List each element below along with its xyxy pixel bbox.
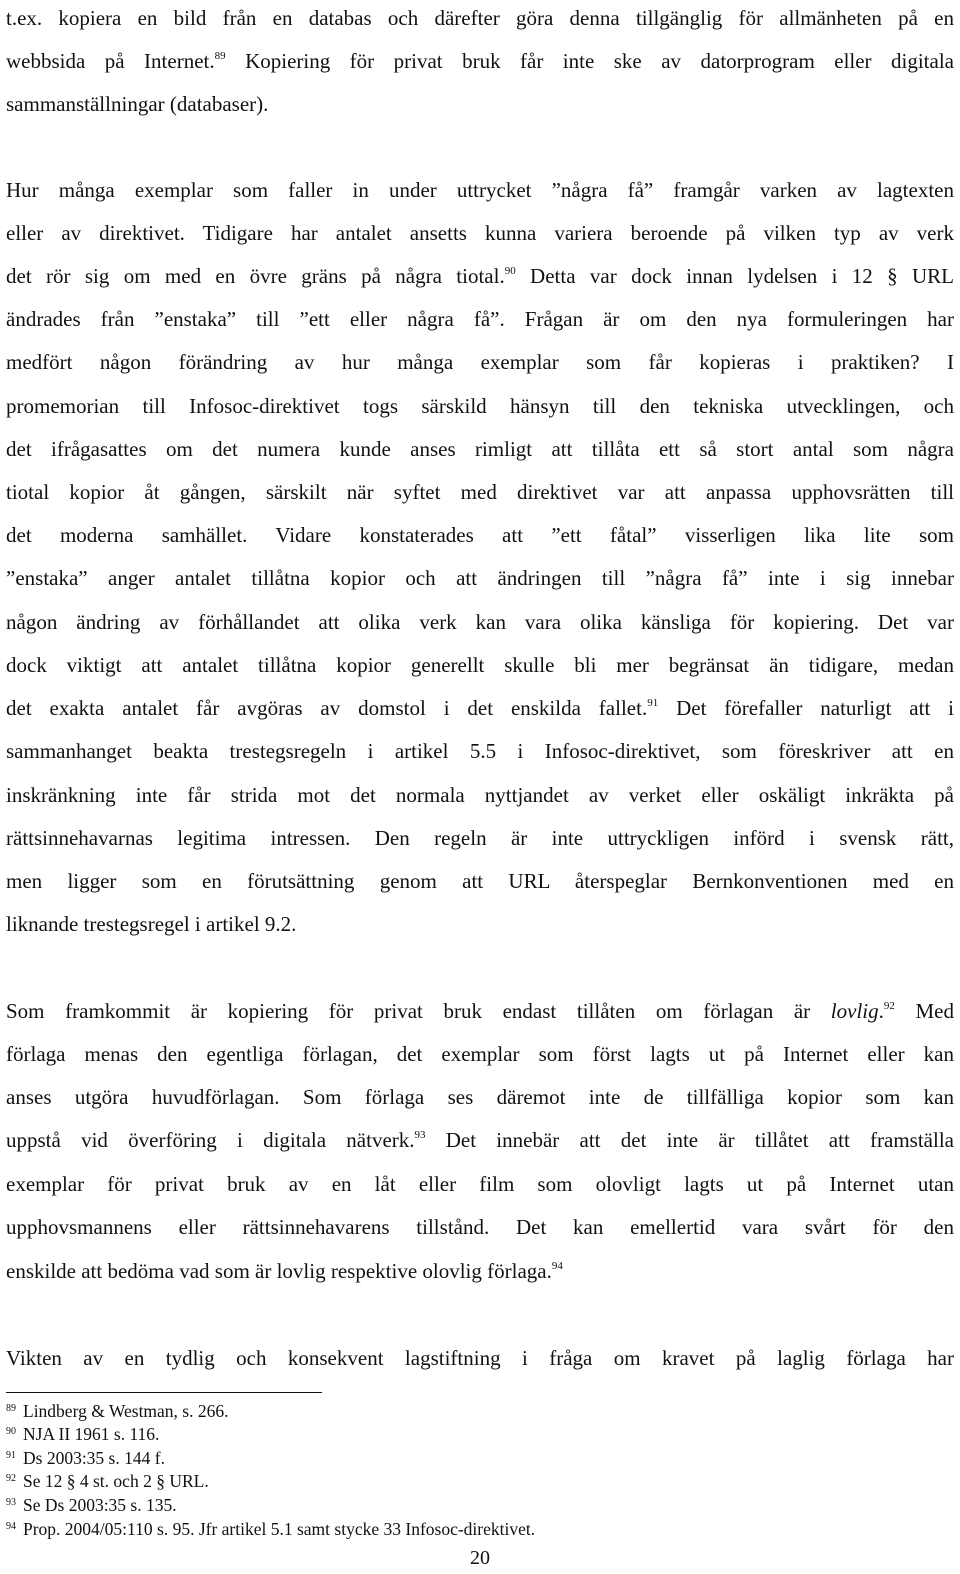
- footnote-ref[interactable]: 94: [551, 1260, 563, 1272]
- footnote: 90 NJA II 1961 s. 116.: [6, 1424, 160, 1444]
- footnote-text: NJA II 1961 s. 116.: [23, 1424, 160, 1444]
- body-line: ändrades från ”enstaka” till ”ett eller några få”. Frågan är om den nya formuleringen har: [6, 307, 954, 331]
- body-line: Vikten av en tydlig och konsekvent lagstiftning i fråga om kravet på laglig förlaga har: [6, 1346, 954, 1370]
- body-line: dock viktigt att antalet tillåtna kopior generellt skulle bli mer begränsat än tidigare, medan: [6, 653, 954, 677]
- body-line: det ifrågasattes om det numera kunde anses rimligt att tillåta ett så stort antal som några: [6, 437, 954, 461]
- footnote-ref[interactable]: 93: [414, 1129, 426, 1141]
- footnote-text: Se 12 § 4 st. och 2 § URL.: [23, 1471, 209, 1491]
- footnote-ref[interactable]: 89: [214, 50, 226, 62]
- body-line: liknande trestegsregel i artikel 9.2.: [6, 912, 297, 936]
- body-line: någon ändring av förhållandet att olika verk kan vara olika känsliga för kopiering. Det var: [6, 610, 954, 634]
- footnote-ref[interactable]: 90: [504, 265, 516, 277]
- body-line: uppstå vid överföring i digitala nätverk.$^{93}$ Det innebär att det inte är tillåtet att framställa: [6, 1128, 954, 1152]
- footnote-ref[interactable]: 91: [647, 697, 659, 709]
- body-line: sammanställningar (databaser).: [6, 92, 269, 116]
- body-line: eller av direktivet. Tidigare har antalet ansetts kunna variera beroende på vilken typ av verk: [6, 221, 954, 245]
- footnote-ref[interactable]: 92: [883, 1000, 895, 1012]
- body-line: det moderna samhället. Vidare konstaterades att ”ett fåtal” visserligen lika lite som: [6, 523, 954, 547]
- footnote-separator: [6, 1392, 322, 1393]
- footnote-text: Se Ds 2003:35 s. 135.: [23, 1495, 177, 1515]
- body-line: rättsinnehavarnas legitima intressen. Den regeln är inte uttryckligen införd i svensk rätt,: [6, 826, 954, 850]
- footnote: 91 Ds 2003:35 s. 144 f.: [6, 1448, 165, 1468]
- body-line: ”enstaka” anger antalet tillåtna kopior och att ändringen till ”några få” inte i sig innebar: [6, 566, 954, 590]
- body-line: medfört någon förändring av hur många exemplar som får kopieras i praktiken? I: [6, 350, 954, 374]
- footnote-text: Ds 2003:35 s. 144 f.: [23, 1448, 165, 1468]
- body-line: Som framkommit är kopiering för privat bruk endast tillåten om förlagan är lovlig.$^{92}$ Med: [6, 999, 954, 1023]
- body-line: Hur många exemplar som faller in under uttrycket ”några få” framgår varken av lagtexten: [6, 178, 954, 202]
- body-line: webbsida på Internet.$^{89}$ Kopiering för privat bruk får inte ske av datorprogram eller digitala: [6, 49, 954, 73]
- body-line: upphovsmannens eller rättsinnehavarens tillstånd. Det kan emellertid vara svårt för den: [6, 1215, 954, 1239]
- body-line: inskränkning inte får strida mot det normala nyttjandet av verket eller oskäligt inkräkta på: [6, 783, 954, 807]
- body-line: men ligger som en förutsättning genom att URL återspeglar Bernkonventionen med en: [6, 869, 954, 893]
- body-line: det rör sig om med en övre gräns på några tiotal.$^{90}$ Detta var dock innan lydelsen i 12 § URL: [6, 264, 954, 288]
- footnote: 94 Prop. 2004/05:110 s. 95. Jfr artikel 5.1 samt stycke 33 Infosoc-direktivet.: [6, 1519, 536, 1539]
- body-line: anses utgöra huvudförlagan. Som förlaga ses däremot inte de tillfälliga kopior som kan: [6, 1085, 954, 1109]
- footnote-text: Lindberg & Westman, s. 266.: [23, 1401, 229, 1421]
- footnote: 89 Lindberg & Westman, s. 266.: [6, 1401, 229, 1421]
- body-line: det exakta antalet får avgöras av domstol i det enskilda fallet.$^{91}$ Det förefaller naturligt att i: [6, 696, 955, 720]
- body-line: t.ex. kopiera en bild från en databas och därefter göra denna tillgänglig för allmänheten på en: [6, 6, 954, 30]
- body-line: promemorian till Infosoc-direktivet togs särskild hänsyn till den tekniska utvecklingen, och: [6, 394, 954, 418]
- footnote: 93 Se Ds 2003:35 s. 135.: [6, 1495, 177, 1515]
- body-line: sammanhanget beakta trestegsregeln i artikel 5.5 i Infosoc-direktivet, som föreskriver att en: [6, 739, 954, 763]
- body-line: förlaga menas den egentliga förlagan, det exemplar som först lagts ut på Internet eller kan: [6, 1042, 954, 1066]
- page-number: 20: [470, 1547, 490, 1569]
- footnote-text: Prop. 2004/05:110 s. 95. Jfr artikel 5.1 samt stycke 33 Infosoc-direktivet.: [23, 1519, 536, 1539]
- body-line: exemplar för privat bruk av en låt eller film som olovligt lagts ut på Internet utan: [6, 1172, 954, 1196]
- body-line: tiotal kopior åt gången, särskilt när syftet med direktivet var att anpassa upphovsrätten till: [6, 480, 954, 504]
- footnote: 92 Se 12 § 4 st. och 2 § URL.: [6, 1471, 209, 1491]
- body-line: enskilde att bedöma vad som är lovlig respektive olovlig förlaga.$^{94}$: [6, 1259, 563, 1283]
